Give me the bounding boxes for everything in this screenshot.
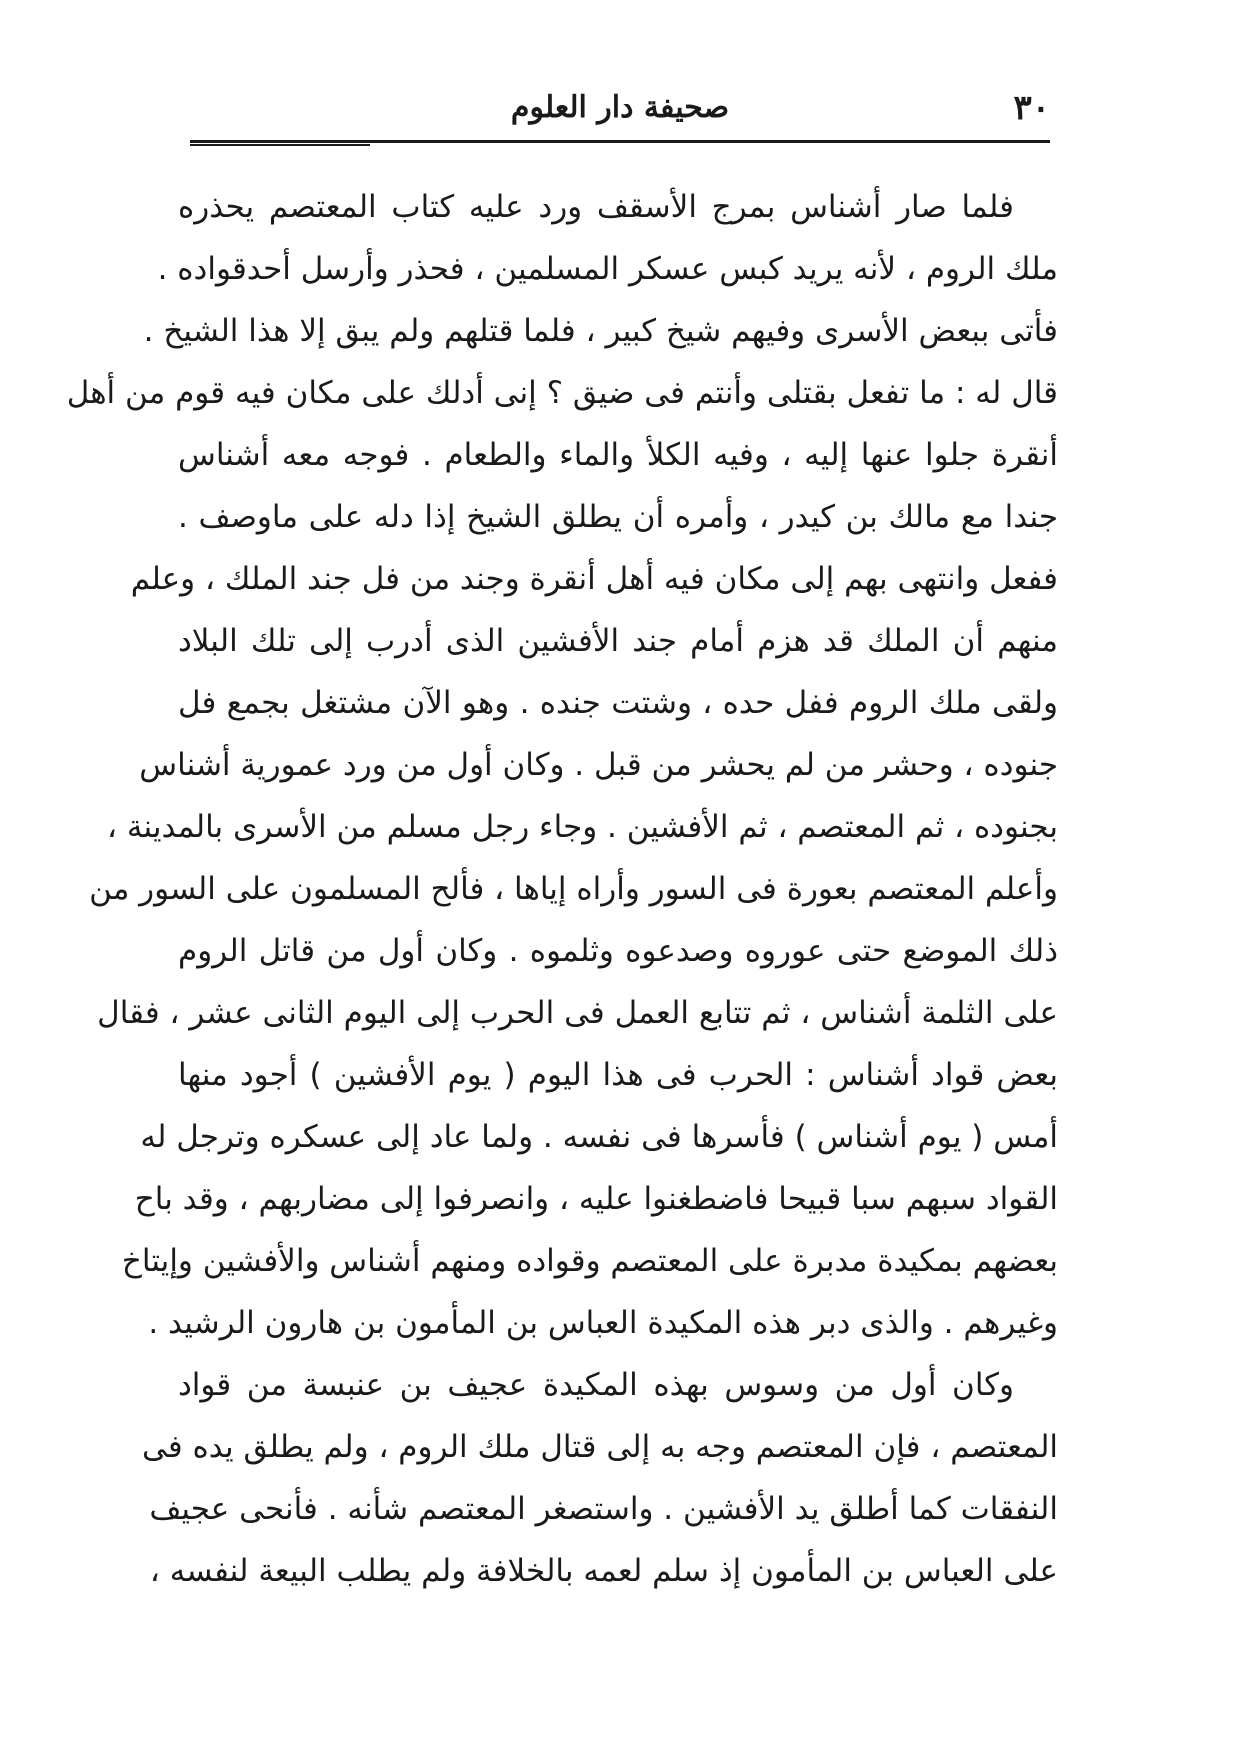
text-line: وأعلم المعتصم بعورة فى السور وأراه إياها ، فألح المسلمون على السور من (89, 871, 1058, 907)
text-line: المعتصم ، فإن المعتصم وجه به إلى قتال ملك الروم ، ولم يطلق يده فى (142, 1429, 1058, 1465)
body-text (66, 176, 1058, 1602)
header-rule-accent (190, 144, 370, 146)
text-line: أمس ( يوم أشناس ) فأسرها فى نفسه . ولما عاد إلى عسكره وترجل له (140, 1119, 1058, 1155)
text-line: فأتى ببعض الأسرى وفيهم شيخ كبير ، فلما قتلهم ولم يبق إلا هذا الشيخ . (143, 313, 1058, 349)
text-line: قال له : ما تفعل بقتلى وأنتم فى ضيق ؟ إنى أدلك على مكان فيه قوم من أهل (66, 375, 1058, 411)
text-line: أنقرة جلوا عنها إليه ، وفيه الكلأ والماء والطعام . فوجه معه أشناس (178, 437, 1058, 473)
text-line: بعضهم بمكيدة مدبرة على المعتصم وقواده ومنهم أشناس والأفشين وإيتاخ (121, 1243, 1058, 1279)
text-line: فلما صار أشناس بمرج الأسقف ورد عليه كتاب المعتصم يحذره (178, 189, 1014, 225)
text-line: ولقى ملك الروم ففل حده ، وشتت جنده . وهو الآن مشتغل بجمع فل (178, 685, 1058, 721)
text-line: ففعل وانتهى بهم إلى مكان فيه أهل أنقرة وجند من فل جند الملك ، وعلم (130, 561, 1058, 597)
page-number: ٣٠ (1013, 88, 1050, 128)
text-line: بعض قواد أشناس : الحرب فى هذا اليوم ( يوم الأفشين ) أجود منها (178, 1057, 1058, 1093)
page-header (190, 88, 1050, 128)
text-line: جندا مع مالك بن كيدر ، وأمره أن يطلق الشيخ إذا دله على ماوصف . (178, 499, 1058, 535)
text-line: على الثلمة أشناس ، ثم تتابع العمل فى الحرب إلى اليوم الثانى عشر ، فقال (97, 995, 1058, 1031)
text-line: وغيرهم . والذى دبر هذه المكيدة العباس بن المأمون بن هارون الرشيد . (148, 1305, 1058, 1341)
text-line: على العباس بن المأمون إذ سلم لعمه بالخلافة ولم يطلب البيعة لنفسه ، (149, 1553, 1058, 1589)
text-line: ملك الروم ، لأنه يريد كبس عسكر المسلمين ، فحذر وأرسل أحدقواده . (157, 251, 1058, 287)
text-line: النفقات كما أطلق يد الأفشين . واستصغر المعتصم شأنه . فأنحى عجيف (149, 1491, 1058, 1527)
text-line: وكان أول من وسوس بهذه المكيدة عجيف بن عنبسة من قواد (178, 1367, 1014, 1403)
text-line: ذلك الموضع حتى عوروه وصدعوه وثلموه . وكان أول من قاتل الروم (178, 933, 1058, 969)
text-line: منهم أن الملك قد هزم أمام جند الأفشين الذى أدرب إلى تلك البلاد (178, 623, 1058, 659)
header-rule (190, 140, 1050, 143)
running-title: صحيفة دار العلوم (510, 90, 730, 125)
text-line: بجنوده ، ثم المعتصم ، ثم الأفشين . وجاء رجل مسلم من الأسرى بالمدينة ، (107, 809, 1058, 845)
text-line: القواد سبهم سبا قبيحا فاضطغنوا عليه ، وانصرفوا إلى مضاربهم ، وقد باح (134, 1181, 1058, 1217)
text-line: جنوده ، وحشر من لم يحشر من قبل . وكان أول من ورد عمورية أشناس (139, 747, 1058, 783)
